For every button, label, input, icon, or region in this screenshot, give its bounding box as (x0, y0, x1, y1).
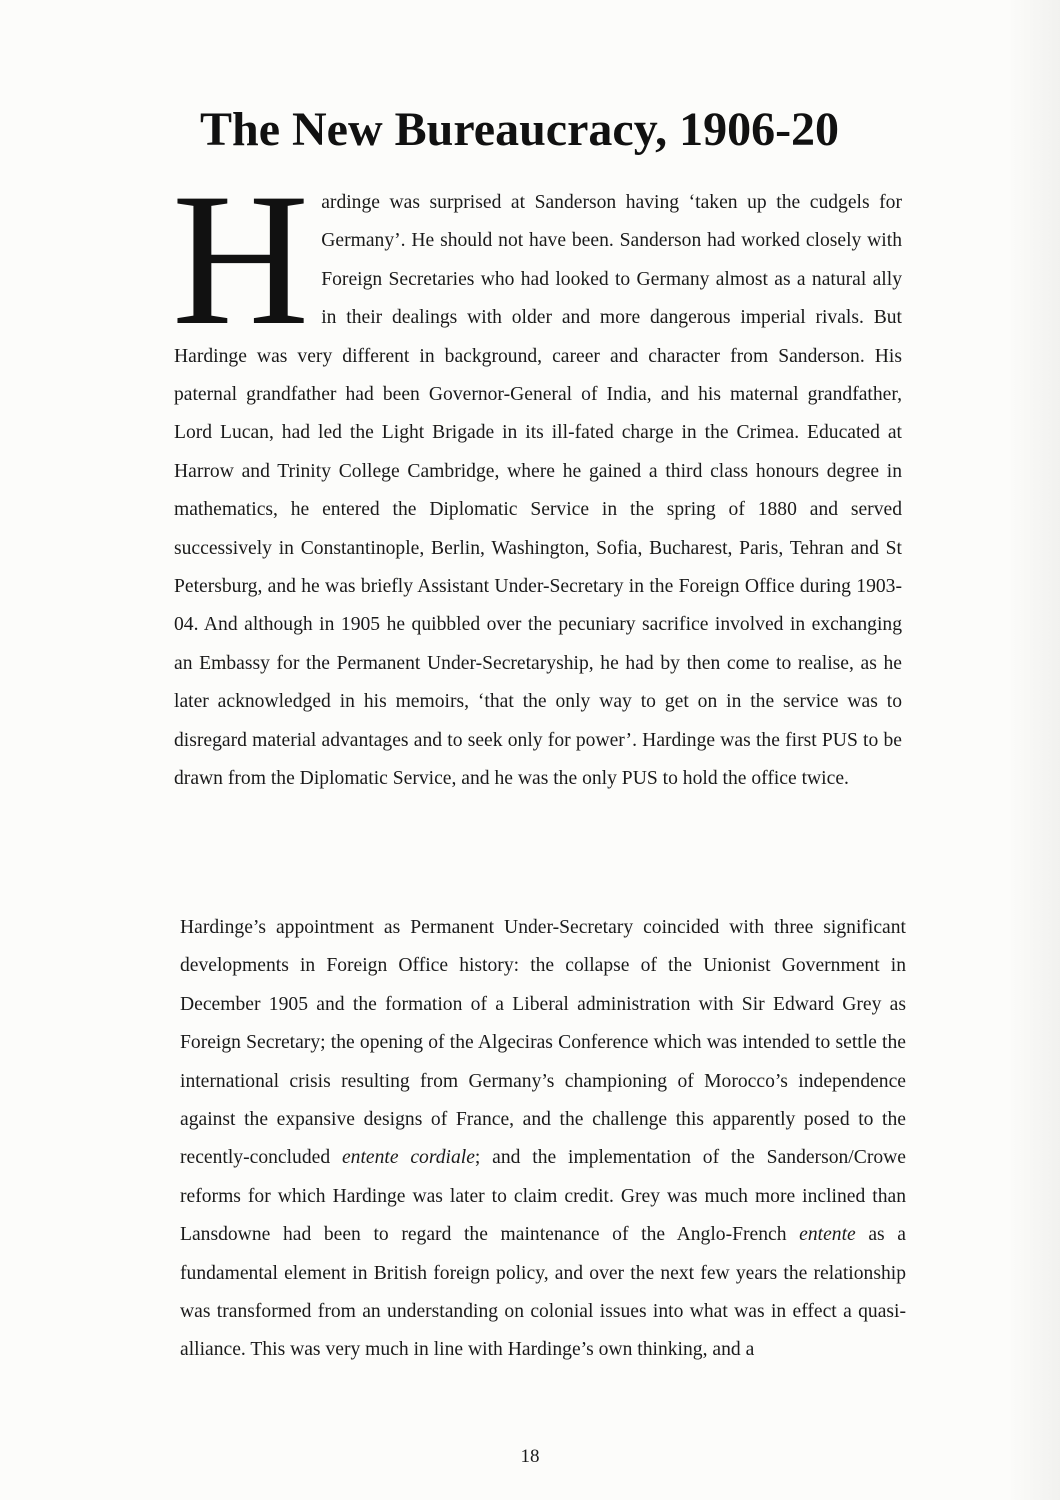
page-edge-shadow (1008, 0, 1060, 1500)
body-paragraph-1 (172, 155, 902, 799)
page-number: 18 (520, 1446, 540, 1467)
body-paragraph-2 (180, 909, 906, 1370)
paragraph-2-text-b: ; and the implementation of the Sanderson/Crowe reforms for which Hardinge was later to claim credit. Grey was much more inclined than Lansdowne had been to regard the maintenance of the Anglo-French (180, 1147, 906, 1246)
drop-cap: H (172, 155, 310, 365)
italic-entente-cordiale: entente cordiale (341, 1147, 475, 1169)
italic-entente: entente (799, 1224, 856, 1246)
paragraph-2-text-a: Hardinge’s appointment as Permanent Under-Secretary coincided with three significant developments in Foreign Office history: the collapse of the Unionist Government in December 1905 and the formation of a Liberal administration with Sir Edward Grey as Foreign Secretary; the opening of the Algeciras Conference which was intended to settle the international crisis resulting from Germany’s championing of Morocco’s independence against the expansive designs of France, and the challenge this apparently posed to the recently-concluded (180, 917, 906, 1169)
chapter-title: The New Bureaucracy, 1906-20 (200, 103, 840, 156)
paragraph-2-text-c: as a fundamental element in British foreign policy, and over the next few years the relationship was transformed from an understanding on colonial issues into what was in effect a quasi-alliance. This was very much in line with Hardinge’s own thinking, and a (180, 1224, 906, 1361)
paragraph-1-text: ardinge was surprised at Sanderson having ‘taken up the cudgels for Germany’. He should not have been. Sanderson had worked closely with Foreign Secretaries who had looked to Germany almost as a natural ally in their dealings with older and more dangerous imperial rivals. But Hardinge was very different in background, career and character from Sanderson. His paternal grandfather had been Governor-General of India, and his maternal grandfather, Lord Lucan, had led the Light Brigade in its ill-fated charge in the Crimea. Educated at Harrow and Trinity College Cambridge, where he gained a third class honours degree in mathematics, he entered the Diplomatic Service in the spring of 1880 and served successively in Constantinople, Berlin, Washington, Sofia, Bucharest, Paris, Tehran and St Petersburg, and he was briefly Assistant Under-Secretary in the Foreign Office during 1903-04. And although in 1905 he quibbled over the pecuniary sacrifice involved in exchanging an Embassy for the Permanent Under-Secretaryship, he had by then come to realise, as he later acknowledged in his memoirs, ‘that the only way to get on in the service was to disregard material advantages and to seek only for power’. Hardinge was the first PUS to be drawn from the Diplomatic Service, and he was the only PUS to hold the office twice. (174, 192, 902, 790)
